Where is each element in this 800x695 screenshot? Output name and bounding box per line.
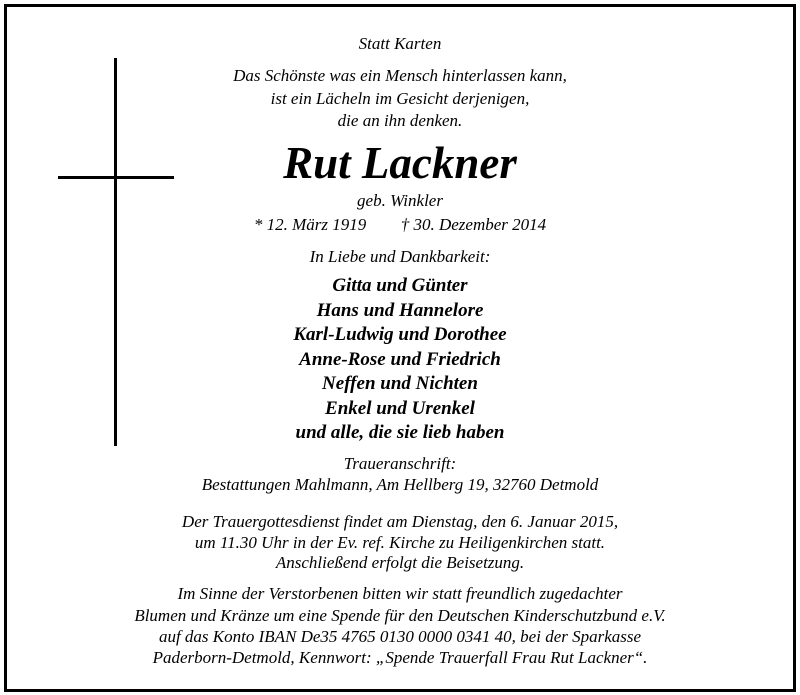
mourner-line: und alle, die sie lieb haben xyxy=(295,422,505,443)
quote-line-3: die an ihn denken. xyxy=(337,111,463,130)
deceased-name: Rut Lackner xyxy=(283,138,517,188)
birth-date: * 12. März 1919 xyxy=(253,215,367,234)
donation-line-3: auf das Konto IBAN De35 4765 0130 0000 0341 40, bei der Sparkasse xyxy=(158,627,642,646)
born-name: geb. Winkler xyxy=(357,191,443,210)
quote-line-2: ist ein Lächeln im Gesicht derjenigen, xyxy=(270,89,530,108)
service-line-2: um 11.30 Uhr in der Ev. ref. Kirche zu Heiligenkirchen statt. xyxy=(194,533,606,552)
donation-line-4: Paderborn-Detmold, Kennwort: „Spende Trauerfall Frau Rut Lackner“. xyxy=(152,648,648,667)
header-text: Statt Karten xyxy=(358,34,442,53)
death-date: † 30. Dezember 2014 xyxy=(400,215,547,234)
donation-line-1: Im Sinne der Verstorbenen bitten wir statt freundlich zugedachter xyxy=(177,584,623,603)
mourner-line: Gitta und Günter xyxy=(332,275,468,296)
mourner-line: Hans und Hannelore xyxy=(316,300,484,321)
mourner-line: Anne-Rose und Friedrich xyxy=(299,349,501,370)
quote-line-1: Das Schönste was ein Mensch hinterlassen kann, xyxy=(233,66,567,85)
mourners-intro: In Liebe und Dankbarkeit: xyxy=(309,247,491,266)
life-dates xyxy=(0,215,800,235)
mourner-line: Karl-Ludwig und Dorothee xyxy=(293,324,507,345)
donation-line-2: Blumen und Kränze um eine Spende für den Deutschen Kinderschutzbund e.V. xyxy=(134,606,666,625)
address-text: Bestattungen Mahlmann, Am Hellberg 19, 32760 Detmold xyxy=(201,475,599,494)
address-label: Traueranschrift: xyxy=(343,454,457,473)
service-line-1: Der Trauergottesdienst findet am Dienstag, den 6. Januar 2015, xyxy=(181,512,619,531)
mourner-line: Enkel und Urenkel xyxy=(325,398,475,419)
service-line-3: Anschließend erfolgt die Beisetzung. xyxy=(275,553,525,572)
mourner-line: Neffen und Nichten xyxy=(322,373,478,394)
